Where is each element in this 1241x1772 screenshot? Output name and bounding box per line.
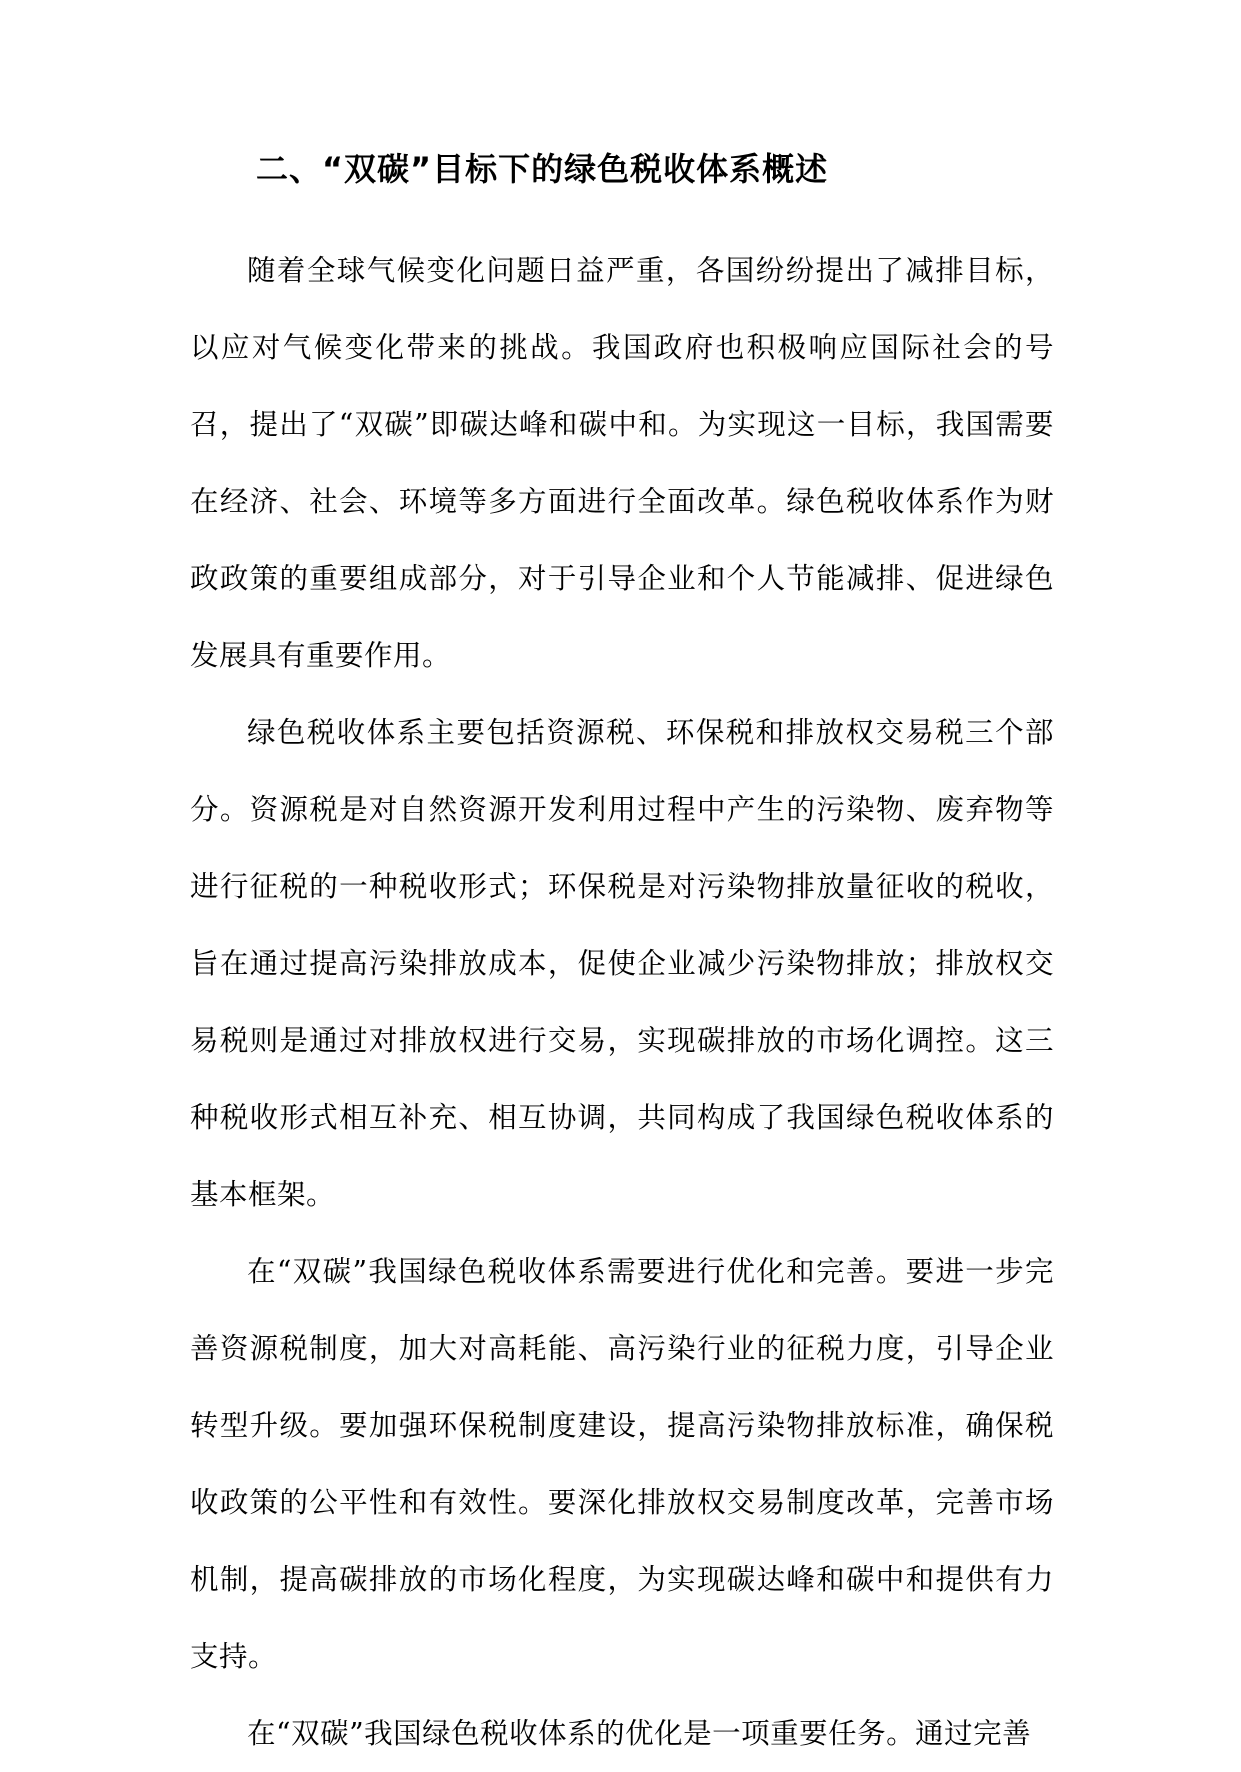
paragraph-2: 绿色税收体系主要包括资源税、环保税和排放权交易税三个部分。资源税是对自然资源开发利用过程中产生的污染物、废弃物等进行征税的一种税收形式；环保税是对污染物排放量征收的税收，旨在通过提高污染排放成本，促使企业减少污染物排放；排放权交易税则是通过对排放权进行交易，实现碳排放的市场化调控。这三种税收形式相互补充、相互协调，共同构成了我国绿色税收体系的基本框架。 [190,716,1054,1211]
paragraph-4: 在“双碳”我国绿色税收体系的优化是一项重要任务。通过完善 [247,1717,1032,1750]
paragraph-3: 在“双碳”我国绿色税收体系需要进行优化和完善。要进一步完善资源税制度，加大对高耗能、高污染行业的征税力度，引导企业转型升级。要加强环保税制度建设，提高污染物排放标准，确保税收政策的公平性和有效性。要深化排放权交易制度改革，完善市场机制，提高碳排放的市场化程度，为实现碳达峰和碳中和提供有力支持。 [190,1255,1054,1673]
paragraph-1: 随着全球气候变化问题日益严重，各国纷纷提出了减排目标，以应对气候变化带来的挑战。我国政府也积极响应国际社会的号召，提出了“双碳”即碳达峰和碳中和。为实现这一目标，我国需要在经济、社会、环境等多方面进行全面改革。绿色税收体系作为财政政策的重要组成部分，对于引导企业和个人节能减排、促进绿色发展具有重要作用。 [190,254,1054,672]
document-body [190,232,1054,1772]
section-heading: 二、“双碳”目标下的绿色税收体系概述 [256,150,829,188]
